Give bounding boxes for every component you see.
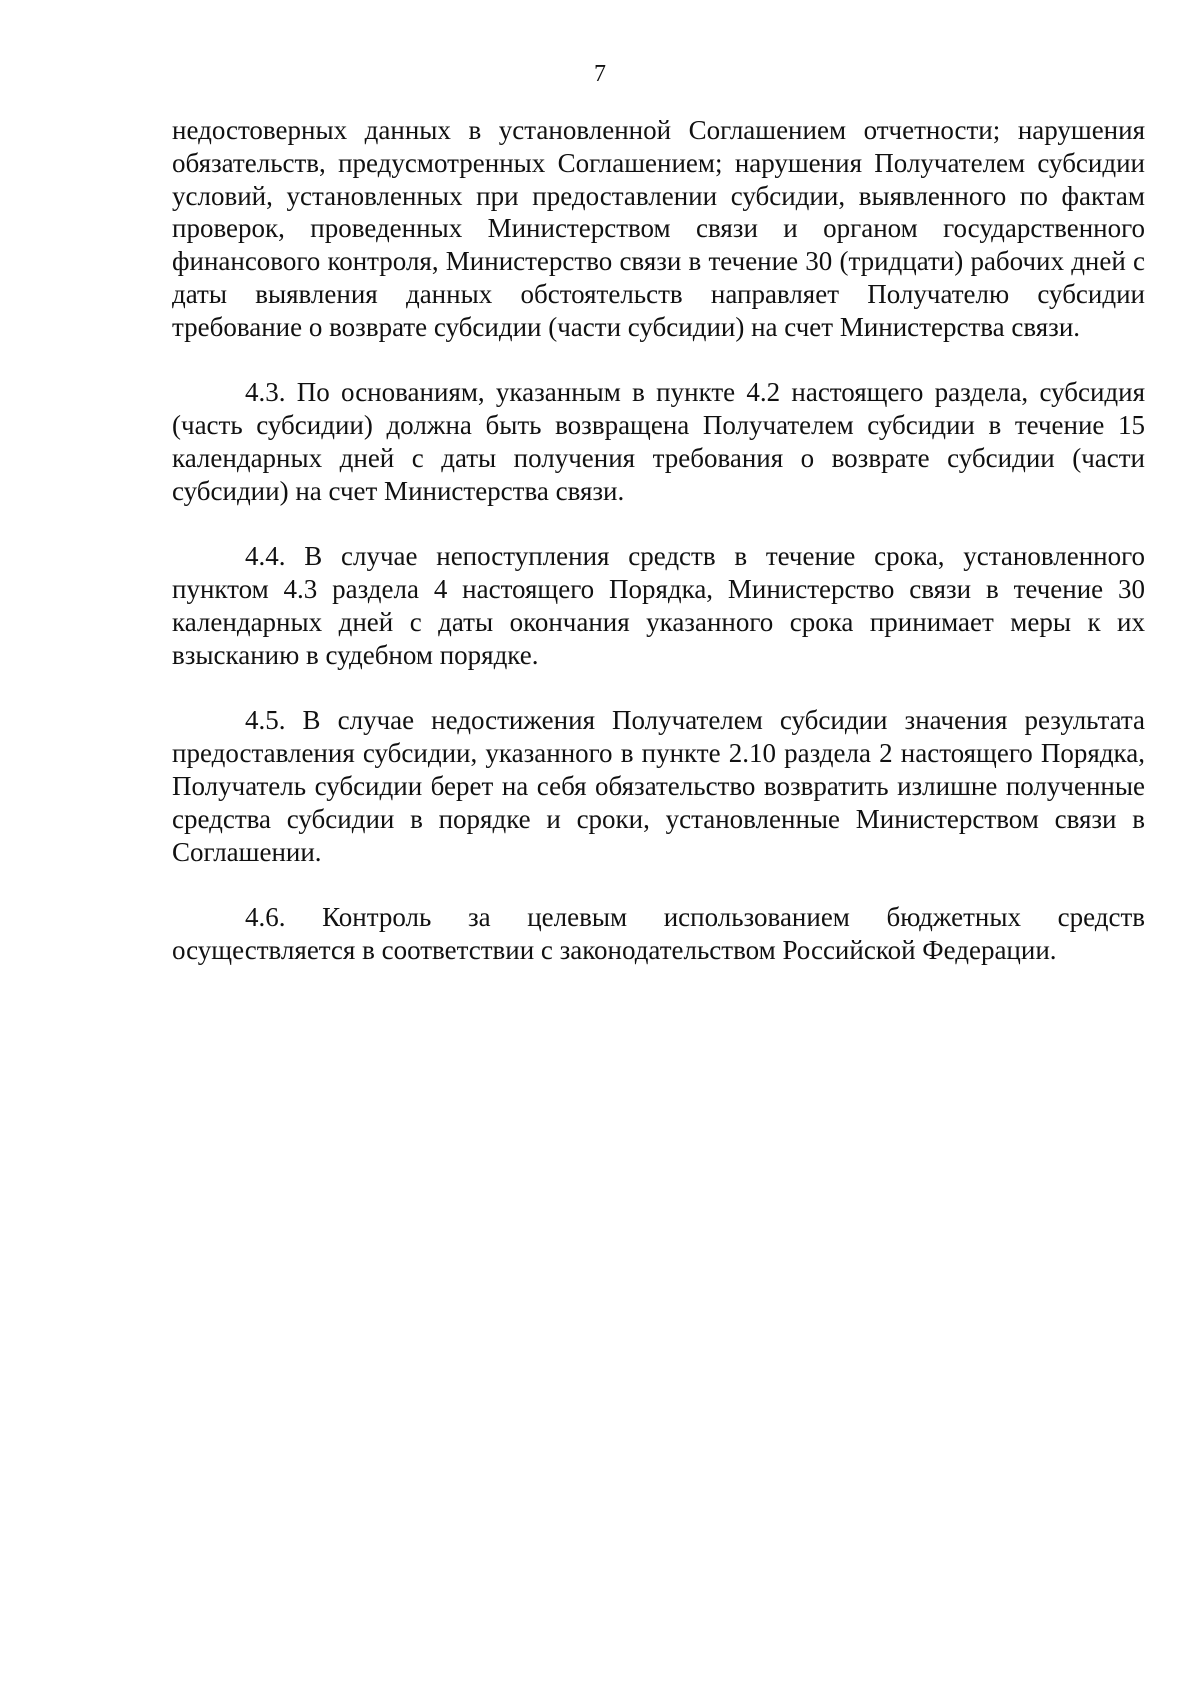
paragraph-4-4: 4.4. В случае непоступления средств в течение срока, установленного пунктом 4.3 раздела 4 настоящего Порядка, Министерство связи в течение 30 календарных дней с даты окончания указанного срока принимает меры к их взысканию в судебном порядке. [172, 541, 1145, 670]
paragraph-4-5: 4.5. В случае недостижения Получателем субсидии значения результата предоставления субсидии, указанного в пункте 2.10 раздела 2 настоящего Порядка, Получатель субсидии берет на себя обязательство возвратить излишне полученные средства субсидии в порядке и сроки, установленные Министерством связи в Соглашении. [172, 705, 1145, 867]
document-body [172, 114, 1145, 967]
paragraph-4-6: 4.6. Контроль за целевым использованием бюджетных средств осуществляется в соответствии с законодательством Российской Федерации. [172, 902, 1145, 965]
paragraph-continuation: недостоверных данных в установленной Соглашением отчетности; нарушения обязательств, предусмотренных Соглашением; нарушения Получателем субсидии условий, установленных при предоставлении субсидии, выявленного по фактам проверок, проведенных Министерством связи и органом государственного финансового контроля, Министерство связи в течение 30 (тридцати) рабочих дней с даты выявления данных обстоятельств направляет Получателю субсидии требование о возврате субсидии (части субсидии) на счет Министерства связи. [172, 115, 1145, 342]
paragraph-4-3: 4.3. По основаниям, указанным в пункте 4.2 настоящего раздела, субсидия (часть субсидии) должна быть возвращена Получателем субсидии в течение 15 календарных дней с даты получения требования о возврате субсидии (части субсидии) на счет Министерства связи. [172, 377, 1145, 506]
page-number: 7 [594, 61, 606, 87]
